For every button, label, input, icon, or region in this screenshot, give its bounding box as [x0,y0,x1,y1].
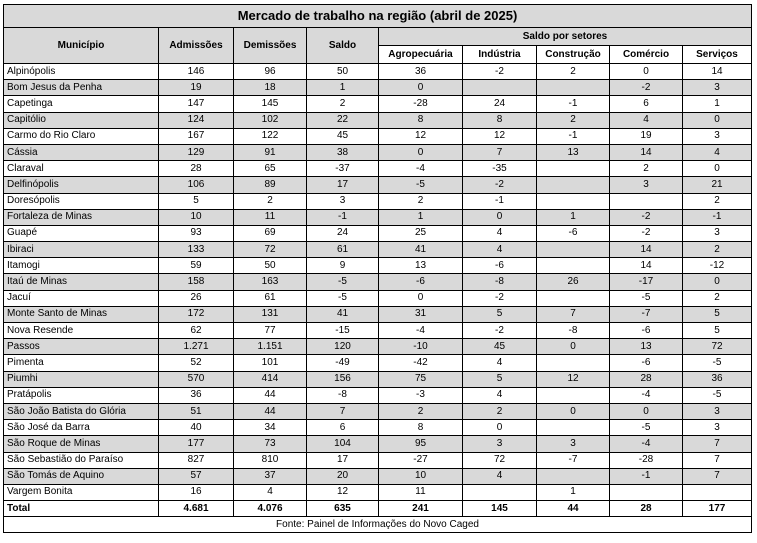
table-row [4,420,752,436]
cell-comercio: 0 [610,403,683,419]
cell-admissoes: 10 [159,209,234,225]
cell-saldo: 156 [307,371,379,387]
cell-industria: 7 [463,144,537,160]
cell-comercio: 3 [610,177,683,193]
table-row [4,225,752,241]
header-municipio: Município [4,28,159,64]
cell-construcao [537,468,610,484]
cell-comercio: -5 [610,290,683,306]
header-saldo: Saldo [307,28,379,64]
cell-agro: -28 [379,96,463,112]
cell-admissoes: 146 [159,64,234,80]
cell-admissoes: 59 [159,258,234,274]
cell-construcao: 3 [537,436,610,452]
cell-municipio: São João Batista do Glória [4,403,159,419]
table-row [4,209,752,225]
cell-demissoes: 810 [234,452,307,468]
cell-admissoes: 147 [159,96,234,112]
cell-comercio: -17 [610,274,683,290]
table-row [4,96,752,112]
cell-servicos: 2 [683,193,752,209]
cell-comercio: 14 [610,242,683,258]
cell-municipio: Fortaleza de Minas [4,209,159,225]
cell-municipio: Ibiraci [4,242,159,258]
total-admissoes: 4.681 [159,501,234,517]
table-title: Mercado de trabalho na região (abril de 2025) [4,5,752,28]
cell-comercio: 14 [610,144,683,160]
cell-industria: 8 [463,112,537,128]
cell-industria: 24 [463,96,537,112]
table-row [4,112,752,128]
cell-demissoes: 34 [234,420,307,436]
cell-servicos: 3 [683,420,752,436]
cell-municipio: Capitólio [4,112,159,128]
cell-construcao [537,80,610,96]
cell-municipio: Monte Santo de Minas [4,306,159,322]
cell-saldo: 12 [307,484,379,500]
cell-municipio: Piumhi [4,371,159,387]
cell-industria: 0 [463,209,537,225]
cell-admissoes: 129 [159,144,234,160]
table-row [4,290,752,306]
total-agro: 241 [379,501,463,517]
cell-saldo: 50 [307,64,379,80]
cell-servicos: 5 [683,323,752,339]
cell-admissoes: 177 [159,436,234,452]
cell-agro: -4 [379,323,463,339]
cell-demissoes: 89 [234,177,307,193]
cell-servicos: 3 [683,403,752,419]
cell-industria: 4 [463,242,537,258]
cell-industria: -2 [463,64,537,80]
total-demissoes: 4.076 [234,501,307,517]
cell-demissoes: 65 [234,161,307,177]
cell-industria: -8 [463,274,537,290]
cell-saldo: 2 [307,96,379,112]
cell-construcao: 1 [537,484,610,500]
total-saldo: 635 [307,501,379,517]
cell-industria [463,80,537,96]
cell-saldo: -5 [307,274,379,290]
cell-servicos: 21 [683,177,752,193]
cell-demissoes: 44 [234,403,307,419]
cell-comercio: -6 [610,355,683,371]
cell-agro: -42 [379,355,463,371]
cell-comercio: 14 [610,258,683,274]
cell-municipio: Nova Resende [4,323,159,339]
cell-demissoes: 11 [234,209,307,225]
header-agropecuaria: Agropecuária [379,46,463,64]
cell-demissoes: 122 [234,128,307,144]
cell-construcao [537,193,610,209]
cell-servicos: 0 [683,274,752,290]
table-row [4,161,752,177]
cell-industria: 4 [463,355,537,371]
cell-agro: 0 [379,80,463,96]
cell-agro: 36 [379,64,463,80]
cell-industria: 4 [463,225,537,241]
cell-comercio: -2 [610,80,683,96]
cell-admissoes: 158 [159,274,234,290]
cell-industria: -6 [463,258,537,274]
header-servicos: Serviços [683,46,752,64]
cell-servicos: -5 [683,355,752,371]
cell-saldo: -15 [307,323,379,339]
cell-admissoes: 16 [159,484,234,500]
cell-admissoes: 570 [159,371,234,387]
cell-saldo: 7 [307,403,379,419]
cell-agro: 41 [379,242,463,258]
cell-municipio: Guapé [4,225,159,241]
cell-industria: 5 [463,306,537,322]
cell-industria: -2 [463,323,537,339]
cell-construcao: 0 [537,403,610,419]
cell-demissoes: 72 [234,242,307,258]
cell-municipio: Itamogi [4,258,159,274]
cell-municipio: São Tomás de Aquino [4,468,159,484]
cell-municipio: Passos [4,339,159,355]
cell-municipio: Jacuí [4,290,159,306]
cell-servicos: 0 [683,161,752,177]
source-note: Fonte: Painel de Informações do Novo Caged [4,517,752,533]
cell-construcao [537,177,610,193]
cell-demissoes: 102 [234,112,307,128]
cell-saldo: -5 [307,290,379,306]
cell-industria: 3 [463,436,537,452]
cell-comercio: -2 [610,225,683,241]
cell-industria: -35 [463,161,537,177]
cell-demissoes: 77 [234,323,307,339]
cell-agro: 0 [379,290,463,306]
labor-market-table [3,4,752,533]
cell-municipio: Itaú de Minas [4,274,159,290]
cell-admissoes: 52 [159,355,234,371]
cell-saldo: -37 [307,161,379,177]
cell-construcao: -7 [537,452,610,468]
cell-construcao [537,387,610,403]
cell-admissoes: 36 [159,387,234,403]
cell-saldo: 61 [307,242,379,258]
cell-comercio: -4 [610,436,683,452]
cell-municipio: Delfinópolis [4,177,159,193]
table-row [4,339,752,355]
table-row [4,387,752,403]
cell-demissoes: 91 [234,144,307,160]
cell-saldo: 38 [307,144,379,160]
cell-agro: -6 [379,274,463,290]
cell-industria [463,484,537,500]
table-row [4,64,752,80]
cell-construcao [537,242,610,258]
cell-municipio: Vargem Bonita [4,484,159,500]
cell-comercio: -4 [610,387,683,403]
cell-industria: 2 [463,403,537,419]
table-row [4,484,752,500]
total-comercio: 28 [610,501,683,517]
cell-comercio: -28 [610,452,683,468]
cell-demissoes: 1.151 [234,339,307,355]
cell-comercio: 6 [610,96,683,112]
cell-municipio: Claraval [4,161,159,177]
cell-admissoes: 106 [159,177,234,193]
cell-servicos: 3 [683,128,752,144]
cell-comercio: 13 [610,339,683,355]
table-row [4,242,752,258]
cell-saldo: 41 [307,306,379,322]
cell-servicos: -5 [683,387,752,403]
cell-construcao [537,258,610,274]
table-row [4,80,752,96]
cell-industria: 4 [463,387,537,403]
cell-demissoes: 96 [234,64,307,80]
cell-agro: 10 [379,468,463,484]
table-row [4,468,752,484]
cell-admissoes: 28 [159,161,234,177]
cell-saldo: 6 [307,420,379,436]
cell-comercio: 19 [610,128,683,144]
cell-demissoes: 44 [234,387,307,403]
table-body [4,64,752,533]
cell-admissoes: 93 [159,225,234,241]
table-row [4,403,752,419]
cell-comercio [610,484,683,500]
cell-industria: 4 [463,468,537,484]
cell-admissoes: 62 [159,323,234,339]
cell-agro: -27 [379,452,463,468]
cell-demissoes: 4 [234,484,307,500]
cell-comercio: 28 [610,371,683,387]
total-industria: 145 [463,501,537,517]
cell-agro: 95 [379,436,463,452]
cell-saldo: 22 [307,112,379,128]
table-row [4,371,752,387]
cell-admissoes: 133 [159,242,234,258]
table-row [4,452,752,468]
cell-servicos: 7 [683,468,752,484]
cell-demissoes: 101 [234,355,307,371]
table-row [4,436,752,452]
cell-admissoes: 19 [159,80,234,96]
cell-construcao: 26 [537,274,610,290]
cell-servicos: 2 [683,242,752,258]
header-comercio: Comércio [610,46,683,64]
cell-servicos: 7 [683,436,752,452]
cell-agro: -5 [379,177,463,193]
cell-saldo: -49 [307,355,379,371]
cell-agro: 75 [379,371,463,387]
cell-municipio: São Sebastião do Paraíso [4,452,159,468]
table-row [4,355,752,371]
cell-admissoes: 5 [159,193,234,209]
cell-industria: 72 [463,452,537,468]
total-servicos: 177 [683,501,752,517]
cell-municipio: Bom Jesus da Penha [4,80,159,96]
cell-construcao [537,355,610,371]
cell-industria: 45 [463,339,537,355]
cell-municipio: Cássia [4,144,159,160]
cell-agro: -10 [379,339,463,355]
cell-demissoes: 131 [234,306,307,322]
cell-saldo: -8 [307,387,379,403]
table-row [4,128,752,144]
cell-construcao: -1 [537,128,610,144]
cell-saldo: 20 [307,468,379,484]
cell-agro: 25 [379,225,463,241]
cell-agro: 2 [379,403,463,419]
cell-construcao [537,420,610,436]
cell-servicos: 2 [683,290,752,306]
cell-construcao: 2 [537,112,610,128]
cell-construcao: -1 [537,96,610,112]
cell-servicos: 72 [683,339,752,355]
cell-saldo: -1 [307,209,379,225]
cell-saldo: 9 [307,258,379,274]
table-row [4,306,752,322]
cell-demissoes: 61 [234,290,307,306]
cell-servicos: 14 [683,64,752,80]
cell-municipio: Capetinga [4,96,159,112]
cell-construcao: 13 [537,144,610,160]
cell-industria: -2 [463,290,537,306]
header-admissoes: Admissões [159,28,234,64]
cell-construcao: -8 [537,323,610,339]
cell-admissoes: 167 [159,128,234,144]
cell-demissoes: 163 [234,274,307,290]
cell-saldo: 17 [307,177,379,193]
cell-construcao: 7 [537,306,610,322]
cell-demissoes: 2 [234,193,307,209]
cell-comercio: -1 [610,468,683,484]
cell-demissoes: 18 [234,80,307,96]
cell-servicos: -1 [683,209,752,225]
cell-servicos: 7 [683,452,752,468]
cell-agro: -3 [379,387,463,403]
table-row [4,274,752,290]
cell-servicos: 5 [683,306,752,322]
cell-admissoes: 172 [159,306,234,322]
header-construcao: Construção [537,46,610,64]
cell-agro: 8 [379,112,463,128]
cell-saldo: 45 [307,128,379,144]
cell-servicos: 36 [683,371,752,387]
cell-demissoes: 69 [234,225,307,241]
cell-comercio: 0 [610,64,683,80]
table-row [4,144,752,160]
cell-demissoes: 73 [234,436,307,452]
cell-industria: 12 [463,128,537,144]
cell-demissoes: 37 [234,468,307,484]
cell-comercio: -2 [610,209,683,225]
table-row [4,193,752,209]
header-industria: Indústria [463,46,537,64]
cell-demissoes: 414 [234,371,307,387]
cell-servicos: 3 [683,80,752,96]
cell-comercio: -7 [610,306,683,322]
cell-servicos: 0 [683,112,752,128]
cell-admissoes: 124 [159,112,234,128]
cell-municipio: Doresópolis [4,193,159,209]
cell-agro: 8 [379,420,463,436]
cell-municipio: Alpinópolis [4,64,159,80]
cell-agro: -4 [379,161,463,177]
cell-servicos: -12 [683,258,752,274]
cell-saldo: 3 [307,193,379,209]
cell-saldo: 1 [307,80,379,96]
cell-admissoes: 827 [159,452,234,468]
cell-construcao: -6 [537,225,610,241]
cell-municipio: Pratápolis [4,387,159,403]
total-construcao: 44 [537,501,610,517]
cell-industria: 5 [463,371,537,387]
cell-agro: 0 [379,144,463,160]
cell-agro: 13 [379,258,463,274]
cell-construcao: 1 [537,209,610,225]
cell-construcao [537,161,610,177]
cell-servicos: 4 [683,144,752,160]
table-row [4,177,752,193]
cell-comercio: 2 [610,161,683,177]
cell-admissoes: 57 [159,468,234,484]
cell-comercio: -6 [610,323,683,339]
cell-comercio: -5 [610,420,683,436]
total-row [4,501,752,517]
cell-construcao: 0 [537,339,610,355]
cell-saldo: 17 [307,452,379,468]
cell-construcao [537,290,610,306]
cell-agro: 31 [379,306,463,322]
cell-municipio: Pimenta [4,355,159,371]
cell-admissoes: 51 [159,403,234,419]
cell-agro: 12 [379,128,463,144]
cell-saldo: 24 [307,225,379,241]
total-municipio: Total [4,501,159,517]
cell-demissoes: 50 [234,258,307,274]
cell-comercio [610,193,683,209]
cell-saldo: 120 [307,339,379,355]
cell-agro: 11 [379,484,463,500]
source-row [4,517,752,533]
cell-industria: -1 [463,193,537,209]
cell-admissoes: 26 [159,290,234,306]
cell-industria: 0 [463,420,537,436]
table-row [4,258,752,274]
cell-municipio: São José da Barra [4,420,159,436]
cell-agro: 1 [379,209,463,225]
cell-construcao: 12 [537,371,610,387]
cell-agro: 2 [379,193,463,209]
cell-servicos: 1 [683,96,752,112]
cell-admissoes: 40 [159,420,234,436]
cell-construcao: 2 [537,64,610,80]
header-demissoes: Demissões [234,28,307,64]
cell-industria: -2 [463,177,537,193]
cell-municipio: São Roque de Minas [4,436,159,452]
cell-servicos: 3 [683,225,752,241]
cell-admissoes: 1.271 [159,339,234,355]
cell-saldo: 104 [307,436,379,452]
cell-demissoes: 145 [234,96,307,112]
table-row [4,323,752,339]
cell-comercio: 4 [610,112,683,128]
header-saldo-por-setores: Saldo por setores [379,28,752,46]
cell-servicos [683,484,752,500]
cell-municipio: Carmo do Rio Claro [4,128,159,144]
